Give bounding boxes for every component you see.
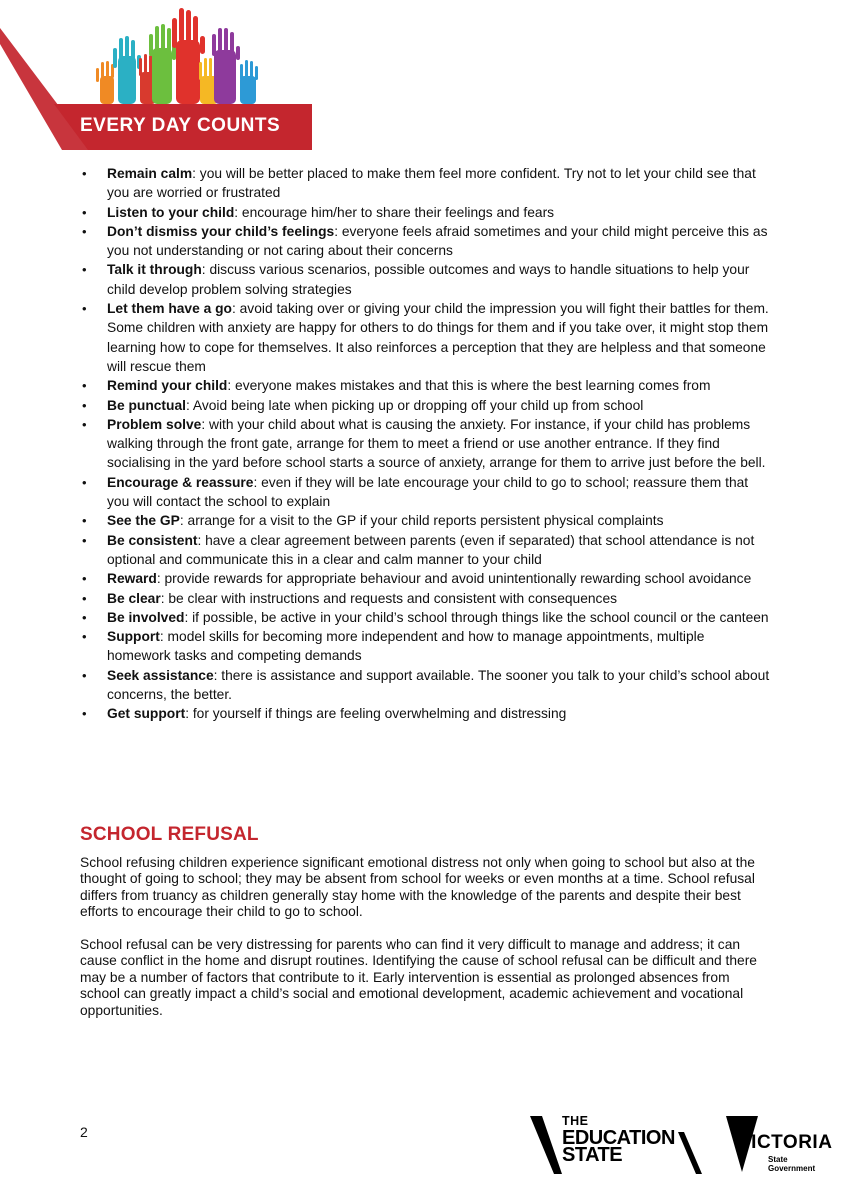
education-line2: STATE [562,1144,623,1166]
bullet-text: : arrange for a visit to the GP if your child reports persistent physical complaints [179,513,664,529]
education-state-wordmark [562,1113,675,1164]
list-item [80,704,770,723]
bullet-text: : have a clear agreement between parents (even if separated) that school attendance is not optional and communicate this in a clear and calm manner to your child [107,532,755,567]
list-item [80,222,770,261]
bullet-text: : if possible, be active in your child’s school through things like the school council or the canteen [184,609,769,625]
bullet-icon: • [82,378,87,394]
bullet-text: : everyone feels afraid sometimes and your child might perceive this as you not understanding or not caring about their concerns [107,223,768,259]
bullet-icon: • [82,223,87,239]
bullet-icon: • [82,590,87,606]
victoria-wordmark [738,1132,833,1173]
list-item [80,569,770,588]
victoria-title: VICTORIA [738,1132,833,1153]
bullet-term: Problem solve [107,416,202,432]
list-item [80,608,770,627]
bullet-icon: • [82,571,87,587]
bullet-term: Seek assistance [107,667,214,683]
bullet-icon: • [82,262,87,278]
list-item [80,589,770,608]
bullet-icon: • [82,629,87,645]
bullet-icon: • [82,513,87,529]
bullet-term: Talk it through [107,262,202,278]
bullet-term: Get support [107,706,186,722]
bullet-text: : be clear with instructions and requests and consistent with consequences [160,590,618,606]
bullet-icon: • [82,706,87,722]
bullet-term: Remind your child [107,378,228,394]
hand-teal [113,36,141,104]
bullet-icon: • [82,204,87,220]
list-item [80,415,770,473]
bullet-term: Be consistent [107,532,198,548]
bullet-text: : everyone makes mistakes and that this is where the best learning comes from [227,378,711,394]
bullet-term: Let them have a go [107,301,232,317]
tips-list [80,164,770,724]
bullet-term: Be clear [107,590,161,606]
paragraph: School refusing children experience significant emotional distress not only when going to school but also at the thought of going to school; they may be absent from school for weeks or even months at a time. School refusal differs from truancy as children generally stay home with the knowledge of the parents and despite their best efforts to encourage their child to go to school. [80,855,755,920]
bullet-icon: • [82,667,87,683]
bullet-text: : there is assistance and support available. The sooner you talk to your child’s school about concerns, the better. [107,667,770,703]
bullet-icon: • [82,416,87,432]
bullet-text: : provide rewards for appropriate behaviour and avoid unintentionally rewarding school avoidance [156,571,752,587]
hand-green [149,24,176,104]
bullet-text: : discuss various scenarios, possible outcomes and ways to handle situations to help your child develop problem solving strategies [107,262,750,297]
bullet-icon: • [82,166,87,181]
page-number: 2 [80,1124,88,1140]
list-item [80,511,770,530]
bullet-term: Be punctual [107,397,186,413]
list-item [80,203,770,222]
bullet-text: : even if they will be late encourage your child to go to school; reassure them that you will contact the school to explain [107,474,749,510]
hand-purple [212,28,240,104]
bullet-term: Be involved [107,609,185,625]
hand-blue [240,60,258,104]
bullet-term: Remain calm [107,166,193,181]
section-title: SCHOOL REFUSAL [80,824,259,845]
list-item [80,666,770,705]
bullet-text: : you will be better placed to make them feel more confident. Try not to let your child see that you are worried or frustrated [107,166,756,201]
education-the: THE [562,1114,589,1128]
bullet-text: : encourage him/her to share their feelings and fears [234,204,555,220]
list-item [80,376,770,395]
list-item [80,473,770,512]
bullet-text: : Avoid being late when picking up or dropping off your child up from school [185,397,644,413]
bullet-term: Encourage & reassure [107,474,254,490]
bullet-icon: • [82,474,87,490]
bullet-text: : with your child about what is causing the anxiety. For instance, if your child has problems walking through the front gate, arrange for them to meet a friend or use another entrance. If they find socialising in the yard before school starts a source of anxiety, arrange for them to arrive just before the bell. [107,416,766,471]
bullet-term: Listen to your child [107,204,235,220]
bullet-icon: • [82,609,87,625]
bullet-icon: • [82,397,87,413]
list-item [80,627,770,666]
bullet-term: Support [107,629,160,645]
header-banner [0,0,848,160]
banner-title: EVERY DAY COUNTS [80,115,281,136]
bullet-text: : for yourself if things are feeling overwhelming and distressing [185,706,567,722]
list-item [80,299,770,376]
list-item [80,260,770,299]
bullet-text: : avoid taking over or giving your child the impression you will fight their battles for them. Some children with anxiety are happy for others to do things for them and if you take over, it might stop them learning how to cope for themselves. It also reinforces a perception that they are helpless and that someone will rescue them [107,301,769,374]
bullet-icon: • [82,532,87,548]
bullet-icon: • [82,301,87,317]
education-state-logo [530,1116,562,1174]
list-item [80,531,770,570]
list-item [80,164,770,203]
list-item [80,396,770,415]
bullet-term: Reward [107,571,157,587]
bullet-term: Don’t dismiss your child’s feelings [107,223,335,239]
victoria-subtitle: State Government [768,1155,816,1173]
bullet-term: See the GP [107,513,180,529]
bullet-text: : model skills for becoming more independent and how to manage appointments, multiple homework tasks and competing demands [107,629,705,664]
hand-orange-left [96,61,114,104]
education-line1: EDUCATION [562,1127,675,1149]
paragraph: School refusal can be very distressing for parents who can find it very difficult to manage and address; it can cause conflict in the home and disrupt routines. Identifying the cause of school refusal can be difficult and there may be a number of factors that contribute to it. Early intervention is essential as prolonged absences from school can greatly impact a child’s social and emotional development, academic achievement and vocational opportunities. [80,937,757,1018]
